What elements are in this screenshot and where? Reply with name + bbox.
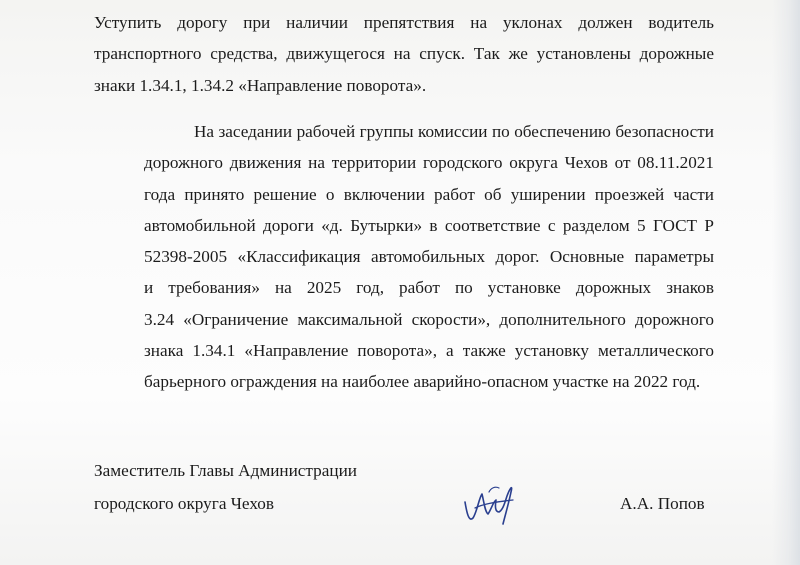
paragraph-1-line-1: Уступить дорогу при наличии препятствия на уклонах должен водитель (94, 13, 714, 32)
signatory-name: А.А. Попов (620, 494, 705, 513)
signatory-position-line-2: городского округа Чехов (94, 494, 274, 513)
paragraph-2-line-9: барьерного ограждения на наиболее аварийно-опасном участке на 2022 год. (144, 372, 701, 392)
signatory-position-line-1: Заместитель Главы Администрации (94, 461, 357, 480)
paragraph-2-line-7: 3.24 «Ограничение максимальной скорости», дополнительного дорожного (144, 309, 714, 329)
paragraph-2-line-4: автомобильной дороги «д. Бутырки» в соответствие с разделом 5 ГОСТ Р (144, 215, 714, 235)
paragraph-2-line-6: и требования» на 2025 год, работ по установке дорожных знаков (144, 278, 714, 298)
paragraph-2-line-1: На заседании рабочей группы комиссии по обеспечению безопасности (194, 122, 714, 141)
paragraph-1 (94, 7, 714, 101)
page-edge-shadow (772, 0, 800, 565)
handwritten-signature-icon (455, 472, 525, 532)
paragraph-1-line-2: транспортного средства, движущегося на спуск. Так же установлены дорожные (94, 44, 714, 64)
paragraph-2 (94, 116, 714, 398)
paragraph-2-line-2: дорожного движения на территории городского округа Чехов от 08.11.2021 (144, 153, 714, 173)
paragraph-2-line-3: года принято решение о включении работ об уширении проезжей части (144, 184, 714, 204)
paragraph-2-line-8: знака 1.34.1 «Направление поворота», а также установку металлического (144, 341, 714, 361)
paragraph-1-line-3: знаки 1.34.1, 1.34.2 «Направление поворота». (94, 75, 427, 95)
paragraph-2-line-5: 52398-2005 «Классификация автомобильных дорог. Основные параметры (144, 247, 714, 267)
